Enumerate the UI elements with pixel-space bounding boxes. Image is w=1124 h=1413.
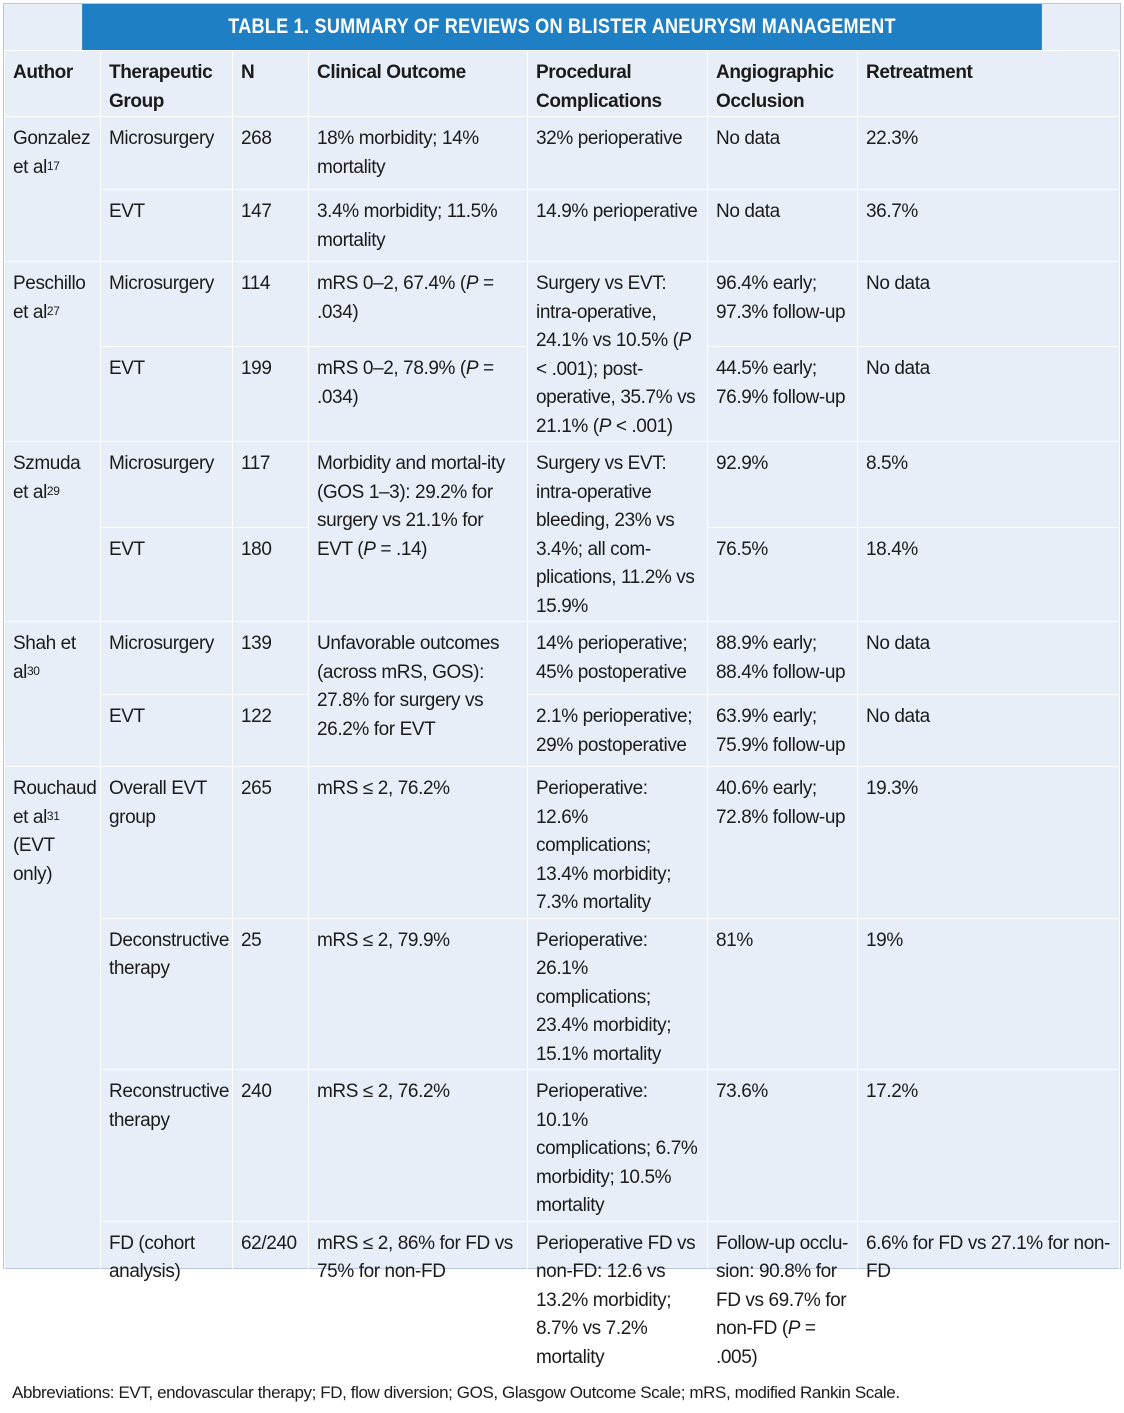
retreat-cell: 17.2% (858, 1070, 1120, 1222)
group-cell: EVT (101, 695, 233, 767)
retreat-cell: 36.7% (858, 190, 1120, 262)
angio-text: = .005) (716, 1318, 816, 1368)
retreat-cell: 19.3% (858, 767, 1120, 919)
n-cell: 199 (233, 347, 309, 442)
group-cell: EVT (101, 527, 233, 621)
procedural-cell (528, 262, 708, 442)
group-cell: Reconstructive therapy (101, 1070, 233, 1222)
header-n: N (233, 51, 309, 117)
author-name: Peschillo et al (13, 273, 86, 323)
angio-cell: 76.5% (708, 527, 858, 621)
author-name: Shah et al (13, 633, 76, 683)
p-symbol: P (465, 273, 479, 294)
group-cell: EVT (101, 190, 233, 262)
p-symbol: P (787, 1318, 801, 1339)
clinical-text: mRS 0–2, 78.9% ( (317, 358, 466, 380)
table-row (5, 918, 1120, 1070)
retreat-cell: 22.3% (858, 117, 1120, 190)
author-cell (5, 767, 101, 1373)
group-cell: Microsurgery (101, 117, 233, 190)
retreat-cell: No data (858, 262, 1120, 347)
retreat-cell: No data (858, 622, 1120, 695)
angio-cell: 88.9% early; 88.4% follow-up (708, 622, 858, 695)
table-row (5, 1221, 1120, 1373)
author-name: Gonzalez et al (13, 128, 91, 178)
angio-cell: 63.9% early; 75.9% follow-up (708, 695, 858, 767)
header-author: Author (5, 51, 101, 117)
table-title: TABLE 1. SUMMARY OF REVIEWS ON BLISTER ANEURYSM MANAGEMENT (82, 4, 1042, 50)
table-footnote: Abbreviations: EVT, endovascular therapy; FD, flow diversion; GOS, Glasgow Outcome Scale; mRS, modified Rankin Scale. (12, 1383, 900, 1402)
clinical-cell: mRS ≤ 2, 76.2% (309, 767, 528, 919)
procedural-cell: Perioperative FD vs non-FD: 12.6 vs 13.2% morbidity; 8.7% vs 7.2% mortality (528, 1221, 708, 1373)
procedural-cell: Perioperative: 12.6% complications; 13.4% morbidity; 7.3% mortality (528, 767, 708, 919)
clinical-cell (309, 262, 528, 347)
table-row (5, 190, 1120, 262)
procedural-cell: Perioperative: 10.1% complications; 6.7% morbidity; 10.5% mortality (528, 1070, 708, 1222)
p-symbol: P (598, 415, 611, 437)
n-cell: 180 (233, 527, 309, 621)
clinical-cell (309, 347, 528, 442)
n-cell: 114 (233, 262, 309, 347)
table-row (5, 442, 1120, 528)
summary-table (4, 50, 1120, 1373)
procedural-cell: Surgery vs EVT: intra-operative bleeding, 23% vs 3.4%; all com-plications, 11.2% vs 15.9% (528, 442, 708, 622)
author-cell (5, 117, 101, 262)
procedural-cell: 2.1% perioperative; 29% postoperative (528, 695, 708, 767)
table-row (5, 117, 1120, 190)
table-row (5, 622, 1120, 695)
angio-cell: 81% (708, 918, 858, 1070)
p-symbol: P (465, 358, 479, 380)
n-cell: 240 (233, 1070, 309, 1222)
group-cell: Microsurgery (101, 622, 233, 695)
table-row (5, 767, 1120, 919)
clinical-cell: 3.4% morbidity; 11.5% mortality (309, 190, 528, 262)
angio-cell (708, 1221, 858, 1373)
clinical-cell: mRS ≤ 2, 76.2% (309, 1070, 528, 1222)
angio-cell: 44.5% early; 76.9% follow-up (708, 347, 858, 442)
n-cell: 122 (233, 695, 309, 767)
group-cell: Microsurgery (101, 262, 233, 347)
n-cell: 265 (233, 767, 309, 919)
header-procedural: Procedural Complications (528, 51, 708, 117)
procedural-cell: 14% perioperative; 45% postoperative (528, 622, 708, 695)
procedural-text: < .001) (610, 415, 673, 437)
procedural-cell: Perioperative: 26.1% complications; 23.4% morbidity; 15.1% mortality (528, 918, 708, 1070)
procedural-text: Surgery vs EVT: intra-operative, 24.1% vs 10.5% ( (536, 273, 679, 351)
p-symbol: P (678, 330, 691, 351)
clinical-cell: mRS ≤ 2, 79.9% (309, 918, 528, 1070)
clinical-cell (309, 442, 528, 622)
clinical-text: mRS 0–2, 67.4% ( (317, 273, 466, 294)
clinical-text: = .034) (317, 358, 494, 408)
clinical-cell: Unfavorable outcomes (across mRS, GOS): 27.8% for surgery vs 26.2% for EVT (309, 622, 528, 767)
author-cell (5, 442, 101, 622)
angio-cell: 73.6% (708, 1070, 858, 1222)
header-group: Therapeutic Group (101, 51, 233, 117)
retreat-cell: No data (858, 347, 1120, 442)
procedural-text: < .001); post-operative, 35.7% vs 21.1% ( (536, 358, 696, 437)
retreat-cell: No data (858, 695, 1120, 767)
author-cell (5, 262, 101, 442)
angio-cell: 40.6% early; 72.8% follow-up (708, 767, 858, 919)
clinical-cell: mRS ≤ 2, 86% for FD vs 75% for non-FD (309, 1221, 528, 1373)
angio-cell: No data (708, 117, 858, 190)
author-cell (5, 622, 101, 767)
retreat-cell: 18.4% (858, 527, 1120, 621)
procedural-cell: 14.9% perioperative (528, 190, 708, 262)
header-retreat: Retreatment (858, 51, 1120, 117)
n-cell: 139 (233, 622, 309, 695)
angio-text: Follow-up occlu-sion: 90.8% for FD vs 69.7% for non-FD ( (716, 1232, 848, 1339)
clinical-cell: 18% morbidity; 14% mortality (309, 117, 528, 190)
clinical-text: = .034) (317, 273, 494, 323)
table-container (3, 3, 1121, 1402)
table-row (5, 695, 1120, 767)
n-cell: 147 (233, 190, 309, 262)
group-cell: FD (cohort analysis) (101, 1221, 233, 1373)
table-row (5, 1070, 1120, 1222)
group-cell: Deconstructive therapy (101, 918, 233, 1070)
group-cell: EVT (101, 347, 233, 442)
retreat-cell: 19% (858, 918, 1120, 1070)
procedural-cell: 32% perioperative (528, 117, 708, 190)
angio-cell: 92.9% (708, 442, 858, 528)
clinical-text: = .14) (375, 538, 428, 560)
header-angio: Angiographic Occlusion (708, 51, 858, 117)
author-name: Rouchaud et al (13, 778, 97, 828)
n-cell: 25 (233, 918, 309, 1070)
n-cell: 62/240 (233, 1221, 309, 1373)
n-cell: 268 (233, 117, 309, 190)
group-cell: Overall EVT group (101, 767, 233, 919)
angio-cell: No data (708, 190, 858, 262)
author-ref: 17 (46, 158, 60, 173)
p-symbol: P (363, 538, 376, 560)
author-ref: 30 (27, 663, 40, 678)
author-ref: 27 (46, 303, 60, 318)
table-row (5, 262, 1120, 347)
author-name: Szmuda et al (13, 453, 81, 503)
header-row (5, 51, 1120, 117)
author-note: (EVT only) (13, 835, 55, 885)
retreat-cell: 6.6% for FD vs 27.1% for non-FD (858, 1221, 1120, 1373)
header-clinical: Clinical Outcome (309, 51, 528, 117)
retreat-cell: 8.5% (858, 442, 1120, 528)
clinical-text: Morbidity and mortal-ity (GOS 1–3): 29.2% for surgery vs 21.1% for EVT ( (317, 453, 505, 560)
author-ref: 29 (46, 483, 60, 498)
n-cell: 117 (233, 442, 309, 528)
author-ref: 31 (46, 808, 60, 823)
group-cell: Microsurgery (101, 442, 233, 528)
angio-cell: 96.4% early; 97.3% follow-up (708, 262, 858, 347)
